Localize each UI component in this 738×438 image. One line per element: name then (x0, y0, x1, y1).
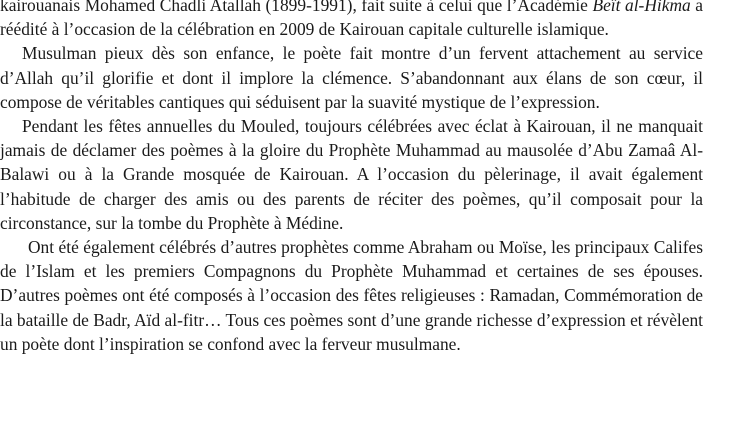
paragraph-intro (0, 0, 703, 41)
paragraph-mouled: Pendant les fêtes annuelles du Mouled, toujours célébrées avec éclat à Kairouan, il ne manquait jamais de déclamer des poèmes à la gloire du Prophète Muhammad au mausolée d’Abu Zamaâ Al-Balawi ou à la Grande mosquée de Kairouan. A l’occasion du pèlerinage, il avait également l’habitude de charger des amis ou des parents de réciter des poèmes, qu’il composait pour la circonstance, sur la tombe du Prophète à Médine. (0, 116, 703, 233)
book-title-italic: Beït al-Hikma (592, 0, 691, 15)
paragraph-piety: Musulman pieux dès son enfance, le poète fait montre d’un fervent attachement au service d’Allah qu’il glorifie et dont il implore la clémence. S’abandonnant aux élans de son cœur, il compose de véritables cantiques qui séduisent par la suavité mystique de l’expression. (0, 43, 703, 112)
paragraph-intro-text-start: kairouanais Mohamed Chadli Atallah (1899-1991), fait suite à celui que l’Académie (0, 0, 593, 15)
paragraph-intro-text-end: a réédité à l’occasion de la célébration en 2009 de Kairouan capitale culturelle islamique. (0, 0, 703, 40)
paragraph-prophets: Ont été également célébrés d’autres prophètes comme Abraham ou Moïse, les principaux Califes de l’Islam et les premiers Compagnons du Prophète Muhammad et certaines de ses épouses. D’autres poèmes ont été composés à l’occasion des fêtes religieuses : Ramadan, Commémoration de la bataille de Badr, Aïd al-fitr… Tous ces poèmes sont d’une grande richesse d’expression et révèlent un poète dont l’inspiration se confond avec la ferveur musulmane. (0, 237, 703, 354)
